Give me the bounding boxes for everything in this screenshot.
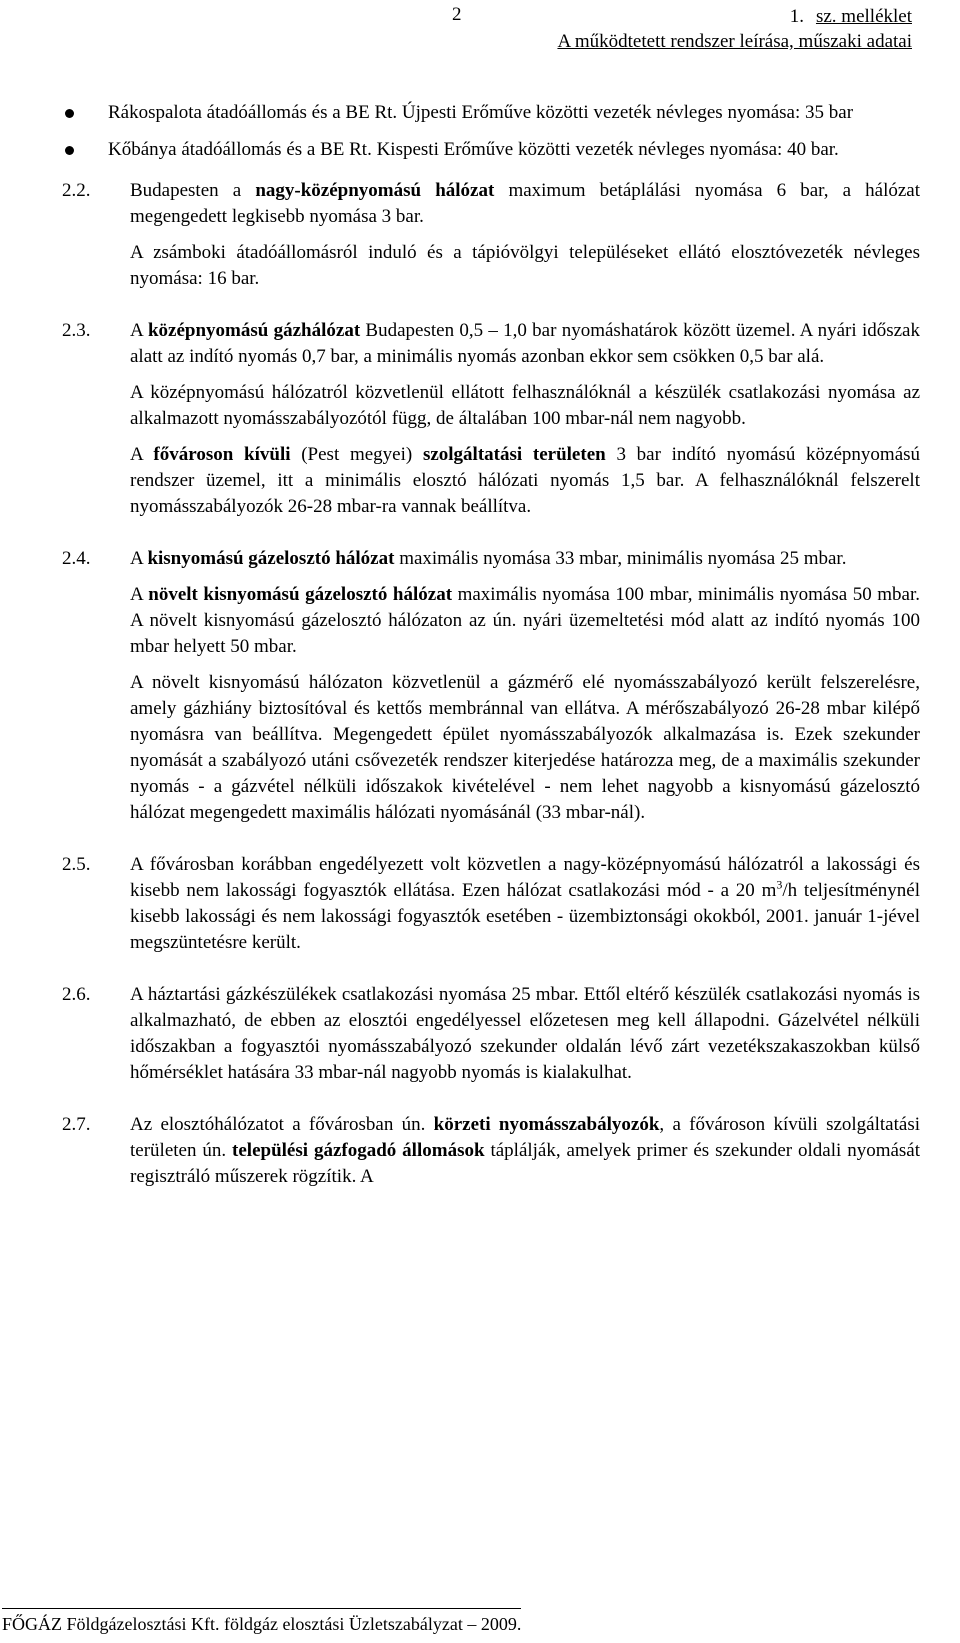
paragraph [130,318,920,370]
superscript: 3 [776,877,783,892]
annex-title [512,4,912,54]
page-number: 2 [452,4,462,25]
text: A [130,444,143,465]
bold-term: fővároson kívüli [153,444,291,465]
section-2-6 [62,982,920,1086]
text: 3 bar indító nyomású középnyomású rendszer üzemel, itt a minimális elosztó hálózati nyomás 1,5 bar. A felhasználóknál felszerelt nyomásszabályozók 26-28 mbar-ra vannak beállítva. [130,444,921,517]
spacer [62,302,920,318]
bullet-icon [65,146,74,155]
spacer [62,1096,920,1112]
bullet-item [62,137,920,163]
bold-term: nagy-középnyomású hálózat [255,180,495,201]
bold-term: növelt kisnyomású gázelosztó hálózat [148,584,453,605]
section-2-5 [62,852,920,956]
paragraph: A középnyomású hálózatról közvetlenül ellátott felhasználóknál a készülék csatlakozási nyomása az alkalmazott nyomásszabályozótól függ, de általában 100 mbar-nál nem nagyobb. [130,382,920,429]
page-footer [2,1608,521,1635]
text: A [130,320,143,341]
text: maximum betáplálási nyomása 6 bar, a hálózat megengedett legkisebb nyomása 3 bar. [130,180,921,227]
text: Budapesten 0,5 – 1,0 bar nyomáshatárok között üzemel. A nyári időszak alatt az indító nyomás 0,7 bar, a minimális nyomás azonban ekkor sem csökken 0,5 bar alá. [130,320,920,367]
document-body [62,100,920,1200]
annex-label: sz. melléklet [815,6,912,27]
text: maximális nyomása 100 mbar, minimális nyomása 50 mbar. A növelt kisnyomású gázelosztó hálózaton az ún. nyári üzemeltetési mód alatt az indító nyomás 100 mbar helyett 50 mbar. [130,584,920,657]
section-2-7 [62,1112,920,1190]
text: maximális nyomása 33 mbar, minimális nyomása 25 mbar. [399,548,847,569]
section-2-3 [62,318,920,520]
bold-term: körzeti nyomásszabályozók [433,1114,660,1135]
section-number: 2.2. [62,180,91,201]
section-number: 2.4. [62,548,91,569]
section-number: 2.7. [62,1114,91,1135]
footer-text: FŐGÁZ Földgázelosztási Kft. földgáz elosztási Üzletszabályzat – 2009. [2,1614,522,1634]
spacer [62,530,920,546]
annex-subtitle: A működtetett rendszer leírása, műszaki adatai [557,31,912,52]
paragraph: A növelt kisnyomású hálózaton közvetlenül a gázmérő elé nyomásszabályozó került felszerelésre, amely gázhiány biztosítóval és kettős membránnal van ellátva. A mérőszabályozó 26-28 mbar kilépő nyomásra van beállítva. Megengedett épület nyomásszabályozók alkalmazása is. Ezek szekunder nyomását a szabályozó utáni csővezeték rendszer kiterjedése határozza meg, de a maximális szekunder nyomás - a gázvétel nélküli időszakok kivételével - nem lehet nagyobb a kisnyomású gázelosztó hálózat megengedett maximális hálózati nyomásánál (33 mbar-nál). [130,672,920,823]
bullet-item [62,100,920,126]
bold-term: kisnyomású gázelosztó hálózat [147,548,395,569]
paragraph [130,546,920,572]
paragraph [130,1112,920,1190]
bold-term: települési gázfogadó állomások [232,1140,485,1161]
spacer [62,836,920,852]
bullet-icon [65,109,74,118]
text: A [130,548,143,569]
paragraph: A zsámboki átadóállomásról induló és a tápióvölgyi településeket ellátó elosztóvezeték névleges nyomása: 16 bar. [130,242,920,289]
text: Az elosztóhálózatot a fővárosban ún. [130,1114,426,1135]
text: táplálják, amelyek primer és szekunder oldali nyomását regisztráló műszerek rögzítik. A [130,1140,921,1187]
bold-term: középnyomású gázhálózat [147,320,361,341]
text: Budapesten a [130,180,242,201]
paragraph [130,442,920,520]
text: A [130,584,143,605]
text: A fővárosban korábban engedélyezett volt közvetlen a nagy-középnyomású hálózatról a lakossági és kisebb nem lakossági fogyasztók ellátása. Ezen hálózat csatlakozási mód - a 20 m [130,854,920,901]
page-header [0,4,960,52]
section-number: 2.5. [62,854,91,875]
bullet-text: Kőbánya átadóállomás és a BE Rt. Kispesti Erőműve közötti vezeték névleges nyomása: 40 bar. [108,139,839,160]
paragraph [130,178,920,230]
section-2-2 [62,178,920,292]
annex-heading [512,4,912,29]
paragraph [130,852,920,956]
text: , a fővároson kívüli szolgáltatási területen ún. [130,1114,920,1161]
paragraph: A háztartási gázkészülékek csatlakozási nyomása 25 mbar. Ettől eltérő készülék csatlakozási nyomás is alkalmazható, de ebben az elosztói engedélyessel előzetesen meg kell állapodni. Gázelvétel nélküli időszakban a fogyasztói nyomásszabályozó szekunder oldalán lévő zárt vezetékszakaszokban külső hőmérséklet hatására 33 mbar-nál nagyobb nyomás is kialakulhat. [130,984,920,1083]
section-number: 2.6. [62,984,91,1005]
section-2-4 [62,546,920,826]
bold-term: szolgáltatási területen [422,444,606,465]
section-number: 2.3. [62,320,91,341]
bullet-text: Rákospalota átadóállomás és a BE Rt. Újpesti Erőműve közötti vezeték névleges nyomása: 35 bar [108,102,854,123]
paragraph [130,582,920,660]
text: (Pest megyei) [301,444,413,465]
annex-number: 1. [789,6,804,27]
spacer [62,966,920,982]
text: /h teljesítménynél kisebb lakossági és nem lakossági fogyasztók esetében - üzembiztonsági okokból, 2001. január 1-jével megszüntetésre került. [130,880,921,953]
